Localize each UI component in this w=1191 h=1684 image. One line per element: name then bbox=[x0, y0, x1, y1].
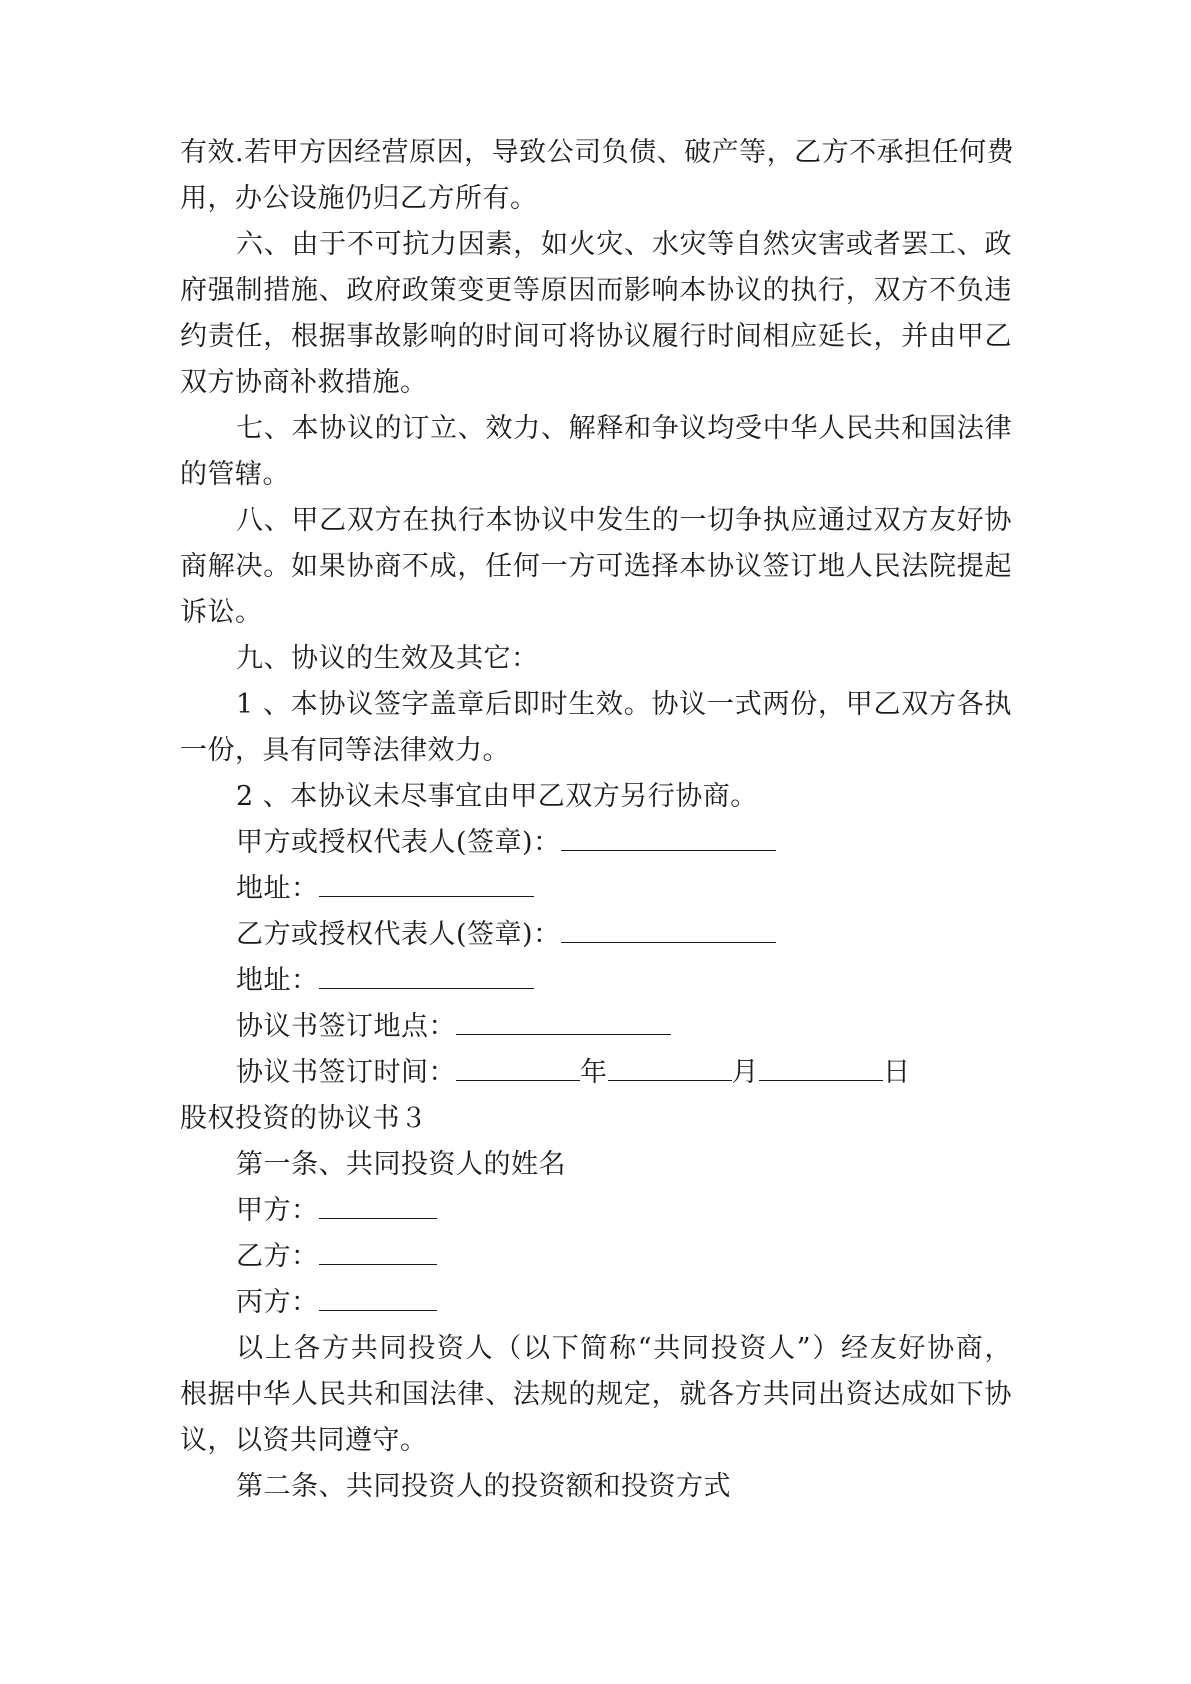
party-b-name-row bbox=[180, 1234, 1012, 1280]
signing-place-label: 协议书签订地点： bbox=[236, 1011, 456, 1042]
paragraph-line: 以上各方共同投资人（以下简称“共同投资人”）经友好协商， bbox=[236, 1333, 1012, 1364]
paragraph-line: 约责任，根据事故影响的时间可将协议履行时间相应延长，并由甲乙 bbox=[180, 321, 1012, 352]
article-one-heading: 第一条、共同投资人的姓名 bbox=[236, 1149, 566, 1180]
sub-clause-one: 1 、本协议签字盖章后即时生效。协议一式两份，甲乙双方各执 bbox=[236, 689, 1012, 720]
party-b-name-label: 乙方： bbox=[236, 1241, 319, 1272]
party-b-signature-field[interactable] bbox=[561, 912, 776, 943]
paragraph-line: 用，办公设施仍归乙方所有。 bbox=[180, 183, 538, 214]
signing-date-row bbox=[180, 1050, 1012, 1096]
clause-nine: 九、协议的生效及其它： bbox=[236, 643, 539, 674]
paragraph-line: 府强制措施、政府政策变更等原因而影响本协议的执行，双方不负违 bbox=[180, 275, 1012, 306]
party-c-name-label: 丙方： bbox=[236, 1287, 319, 1318]
party-b-signature-label: 乙方或授权代表人(签章)： bbox=[236, 919, 561, 950]
paragraph-line: 商解决。如果协商不成，任何一方可选择本协议签订地人民法院提起 bbox=[180, 551, 1012, 582]
clause-six: 六、由于不可抗力因素，如火灾、水灾等自然灾害或者罢工、政 bbox=[236, 229, 1012, 260]
paragraph-line: 双方协商补救措施。 bbox=[180, 367, 428, 398]
signing-date-label: 协议书签订时间： bbox=[236, 1057, 456, 1088]
paragraph-line: 有效.若甲方因经营原因，导致公司负债、破产等，乙方不承担任何费 bbox=[180, 137, 1015, 168]
party-a-signature-field[interactable] bbox=[561, 820, 776, 851]
paragraph-line: 根据中华人民共和国法律、法规的规定，就各方共同出资达成如下协 bbox=[180, 1379, 1012, 1410]
paragraph-line: 的管辖。 bbox=[180, 459, 290, 490]
document-page bbox=[180, 130, 1015, 1510]
section-title: 股权投资的协议书３ bbox=[180, 1103, 428, 1134]
party-a-signature-label: 甲方或授权代表人(签章)： bbox=[236, 827, 561, 858]
signing-year-field[interactable] bbox=[456, 1050, 580, 1081]
year-label: 年 bbox=[580, 1057, 608, 1088]
signing-day-field[interactable] bbox=[759, 1050, 883, 1081]
clause-seven: 七、本协议的订立、效力、解释和争议均受中华人民共和国法律 bbox=[236, 413, 1012, 444]
party-b-name-field[interactable] bbox=[319, 1234, 437, 1265]
day-label: 日 bbox=[883, 1057, 911, 1088]
month-label: 月 bbox=[731, 1057, 759, 1088]
party-c-name-row bbox=[180, 1280, 1012, 1326]
party-a-name-row bbox=[180, 1188, 1012, 1234]
party-b-address-label: 地址： bbox=[236, 965, 319, 996]
sub-clause-two: 2 、本协议未尽事宜由甲乙双方另行协商。 bbox=[236, 781, 758, 812]
signing-month-field[interactable] bbox=[608, 1050, 732, 1081]
party-a-address-row bbox=[180, 866, 1012, 912]
party-a-name-label: 甲方： bbox=[236, 1195, 319, 1226]
clause-eight: 八、甲乙双方在执行本协议中发生的一切争执应通过双方友好协 bbox=[236, 505, 1012, 536]
party-a-address-label: 地址： bbox=[236, 873, 319, 904]
party-b-signature-row bbox=[180, 912, 1012, 958]
party-a-name-field[interactable] bbox=[319, 1188, 437, 1219]
paragraph-line: 议，以资共同遵守。 bbox=[180, 1425, 428, 1456]
party-a-address-field[interactable] bbox=[319, 866, 534, 897]
signing-place-row bbox=[180, 1004, 1012, 1050]
party-c-name-field[interactable] bbox=[319, 1280, 437, 1311]
party-a-signature-row bbox=[180, 820, 1012, 866]
paragraph-line: 一份，具有同等法律效力。 bbox=[180, 735, 510, 766]
signing-place-field[interactable] bbox=[456, 1004, 671, 1035]
paragraph-line: 诉讼。 bbox=[180, 597, 263, 628]
party-b-address-row bbox=[180, 958, 1012, 1004]
party-b-address-field[interactable] bbox=[319, 958, 534, 989]
article-two-heading: 第二条、共同投资人的投资额和投资方式 bbox=[236, 1471, 731, 1502]
